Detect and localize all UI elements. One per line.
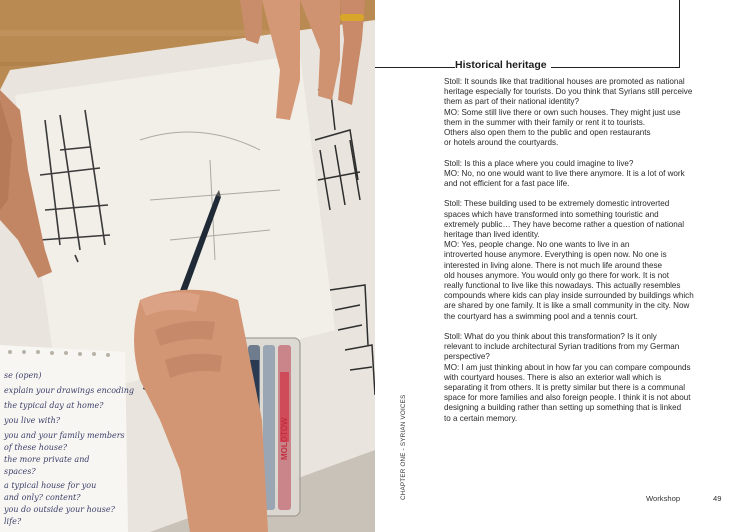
svg-text:MOLOTOW: MOLOTOW [280,417,289,460]
svg-text:you live with?: you live with? [4,416,61,425]
text-line: compounds where kids can play inside surrounded by buildings which [444,291,694,301]
text-line: extremely public… They have become rather a question of national [444,219,685,229]
text-line: heritage than lived identity. [444,230,540,240]
paragraph [444,77,744,148]
svg-text:spaces?: spaces? [4,467,36,476]
text-line: Stoll: These building used to be extremely domestic introverted [444,199,670,209]
text-page [375,0,750,532]
svg-text:of these house?: of these house? [4,443,68,452]
svg-text:you and your family members: you and your family members [4,431,125,440]
text-line: heritage especially for tourists. Do you think that Syrians still perceive [444,87,693,97]
svg-text:and only? content?: and only? content? [4,493,81,502]
text-line: MO: I am just thinking about in how far you can compare compounds [444,362,691,372]
svg-text:the typical day at home?: the typical day at home? [4,401,104,410]
svg-text:se (open): se (open) [4,371,42,380]
text-line: to a certain memory. [444,413,518,423]
svg-text:you do outside your house?: you do outside your house? [4,505,115,514]
page-number: 49 [713,494,722,503]
text-line: Others also open them to the public and open restaurants [444,128,651,138]
text-line: separating it from others. It is pretty similar but there is a communal [444,383,686,393]
interview-text [444,77,744,434]
text-line: or hotels around the courtyards. [444,138,559,148]
text-line: old houses anymore. You would only go there for work. It is not [444,270,669,280]
text-line: introverted house anymore. Everything is open now. No one is [444,250,667,260]
text-line: spaces which have transformed into something touristic and [444,209,659,219]
paragraph [444,199,744,321]
chapter-spine-label: CHAPTER ONE - SYRIAN VOICES [400,394,407,500]
footer-section-label: Workshop [646,494,681,503]
text-line: MO: No, no one would want to live there anymore. It is a lot of work [444,168,685,178]
text-line: them in the summer with their family or rent it to tourists. [444,117,646,127]
text-line: and not efficient for a fast pace life. [444,179,570,189]
text-line: are shared by one family. It is like a small community in the city. Now [444,301,690,311]
text-line: perspective? [444,352,490,362]
svg-text:life?: life? [4,517,22,526]
svg-text:a typical house for you: a typical house for you [4,481,97,490]
text-line: MO: Some still live there or own such houses. They might just use [444,107,681,117]
text-line: designing a building rather than setting up something that is linked [444,403,682,413]
section-heading: Historical heritage [455,59,551,71]
text-line: relevant to include architectural Syrian traditions from my German [444,342,680,352]
text-line: Stoll: Is this a place where you could imagine to live? [444,158,634,168]
paragraph [444,159,744,190]
text-line: interested in living alone. There is not much life around these [444,260,663,270]
text-line: Stoll: What do you think about this transformation? Is it only [444,332,657,342]
svg-text:the more private and: the more private and [4,455,90,464]
text-line: the courtyard has a swimming pool and a tennis court. [444,311,638,321]
text-line: really functional to live like this nowadays. This actually resembles [444,281,681,291]
text-line: Stoll: It sounds like that traditional houses are promoted as national [444,77,685,86]
paragraph [444,332,744,424]
text-line: with courtyard houses. There is also an exterior wall which is [444,372,662,382]
text-line: them as part of their national identity? [444,97,579,107]
text-line: MO: Yes, people change. No one wants to live in an [444,240,630,250]
text-line: space for more families and also foreign people. I think it is not about [444,393,691,403]
header-frame [375,0,680,68]
svg-text:explain your drawings encoding: explain your drawings encoding [4,386,134,395]
